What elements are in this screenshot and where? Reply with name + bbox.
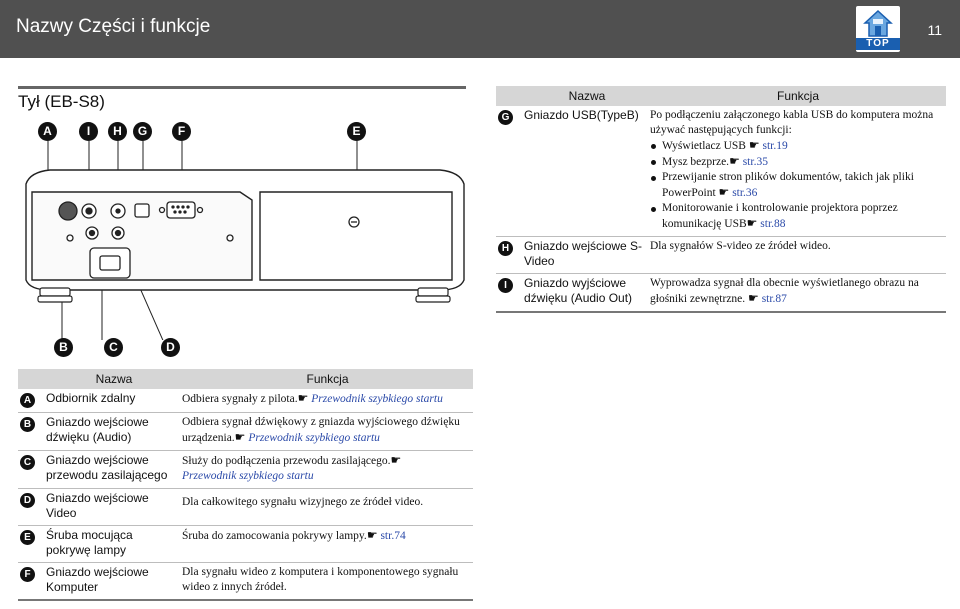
bullet-text: Przewijanie stron plików dokumentów, takich jak pliki PowerPoint [662,171,914,199]
bullet-text: Wyświetlacz USB [662,140,746,152]
row-function: Dla sygnału wideo z komputera i komponentowego sygnału wideo z innych źródeł. [182,563,473,601]
hand-icon: ☛ [748,291,759,305]
row-name: Gniazdo USB(TypeB) [524,106,650,237]
hand-icon: ☛ [748,138,760,152]
top-button-label: TOP [856,38,900,50]
page-link[interactable]: str.74 [380,530,406,542]
row-name: Gniazdo wyjściowe dźwięku (Audio Out) [524,274,650,313]
bullet-item [650,154,942,170]
row-function [182,451,473,489]
hand-icon: ☛ [366,528,378,542]
row-number: B [20,417,35,432]
row-function [650,106,946,237]
guide-link[interactable]: Przewodnik szybkiego startu [182,470,314,482]
table-row [18,489,473,526]
table-row [18,389,473,413]
section-title: Tył (EB-S8) [18,92,105,111]
bullet-item [650,138,942,154]
row-name: Odbiornik zdalny [46,389,182,413]
bullet-item [650,201,942,232]
row-name: Gniazdo wejściowe przewodu zasilającego [46,451,182,489]
row-function [182,413,473,451]
callout-b: B [54,338,73,357]
table-row [18,451,473,489]
function-text: Odbiera sygnały z pilota. [182,393,298,405]
page-link[interactable]: str.35 [742,156,768,168]
function-text: Wyprowadza sygnał dla obecnie wyświetlanego obrazu na głośniki zewnętrzne. [650,277,919,305]
row-number: E [20,530,35,545]
page-header [0,0,960,58]
callout-a: A [38,122,57,141]
row-number: D [20,493,35,508]
row-name: Gniazdo wejściowe S-Video [524,237,650,274]
table-row [496,237,946,274]
row-number: H [498,241,513,256]
callout-h: H [108,122,127,141]
hand-icon: ☛ [297,391,309,405]
hand-icon: ☛ [746,216,758,230]
hand-icon: ☛ [729,154,740,168]
row-function [650,274,946,313]
projector-rear-diagram [20,140,470,340]
row-number: I [498,278,513,293]
home-icon [863,8,893,38]
table-row [496,274,946,313]
row-name: Gniazdo wejściowe Komputer [46,563,182,601]
header-name: Nazwa [524,86,650,106]
page-link[interactable]: str.87 [761,293,787,305]
callout-g: G [133,122,152,141]
table-row [18,526,473,563]
bullet-text: Mysz bezprze. [662,156,730,168]
row-function: Dla całkowitego sygnału wizyjnego ze źródeł video. [182,489,473,526]
hand-icon: ☛ [234,430,246,444]
row-number: F [20,567,35,582]
callout-f: F [172,122,191,141]
table-row [18,563,473,601]
callout-c: C [104,338,123,357]
function-text: Po podłączeniu załączonego kabla USB do komputera można używać następujących funkcji: [650,109,934,136]
table-header [18,369,473,389]
row-name: Śruba mocująca pokrywę lampy [46,526,182,563]
page-link[interactable]: str.19 [762,140,788,152]
row-function: Dla sygnałów S-video ze źródeł wideo. [650,237,946,274]
callout-e: E [347,122,366,141]
table-header [496,86,946,106]
bullet-text: Monitorowanie i kontrolowanie projektora poprzez komunikację USB [662,202,898,230]
row-number: C [20,455,35,470]
page-number: 11 [927,22,942,38]
bullet-item [650,170,942,201]
callout-d: D [161,338,180,357]
function-bullets [650,138,942,232]
table-row [496,106,946,237]
hand-icon: ☛ [390,453,402,467]
page-title: Nazwy Części i funkcje [16,16,211,37]
section-rule [18,86,466,89]
header-function: Funkcja [182,369,473,389]
function-text: Odbiera sygnał dźwiękowy z gniazda wyjściowego dźwięku urządzenia. [182,416,460,444]
left-parts-table [18,369,473,601]
row-number: A [20,393,35,408]
hand-icon: ☛ [718,185,730,199]
table-row [18,413,473,451]
guide-link[interactable]: Przewodnik szybkiego startu [311,393,443,405]
function-text: Śruba do zamocowania pokrywy lampy. [182,530,367,542]
row-function [182,526,473,563]
header-name: Nazwa [46,369,182,389]
top-button[interactable] [856,6,900,52]
function-text: Służy do podłączenia przewodu zasilającego. [182,455,391,467]
row-function [182,389,473,413]
header-function: Funkcja [650,86,946,106]
row-name: Gniazdo wejściowe dźwięku (Audio) [46,413,182,451]
page-link[interactable]: str.36 [732,187,758,199]
callout-i: I [79,122,98,141]
guide-link[interactable]: Przewodnik szybkiego startu [248,432,380,444]
row-number: G [498,110,513,125]
page-link[interactable]: str.88 [760,218,786,230]
row-name: Gniazdo wejściowe Video [46,489,182,526]
right-parts-table [496,86,946,313]
